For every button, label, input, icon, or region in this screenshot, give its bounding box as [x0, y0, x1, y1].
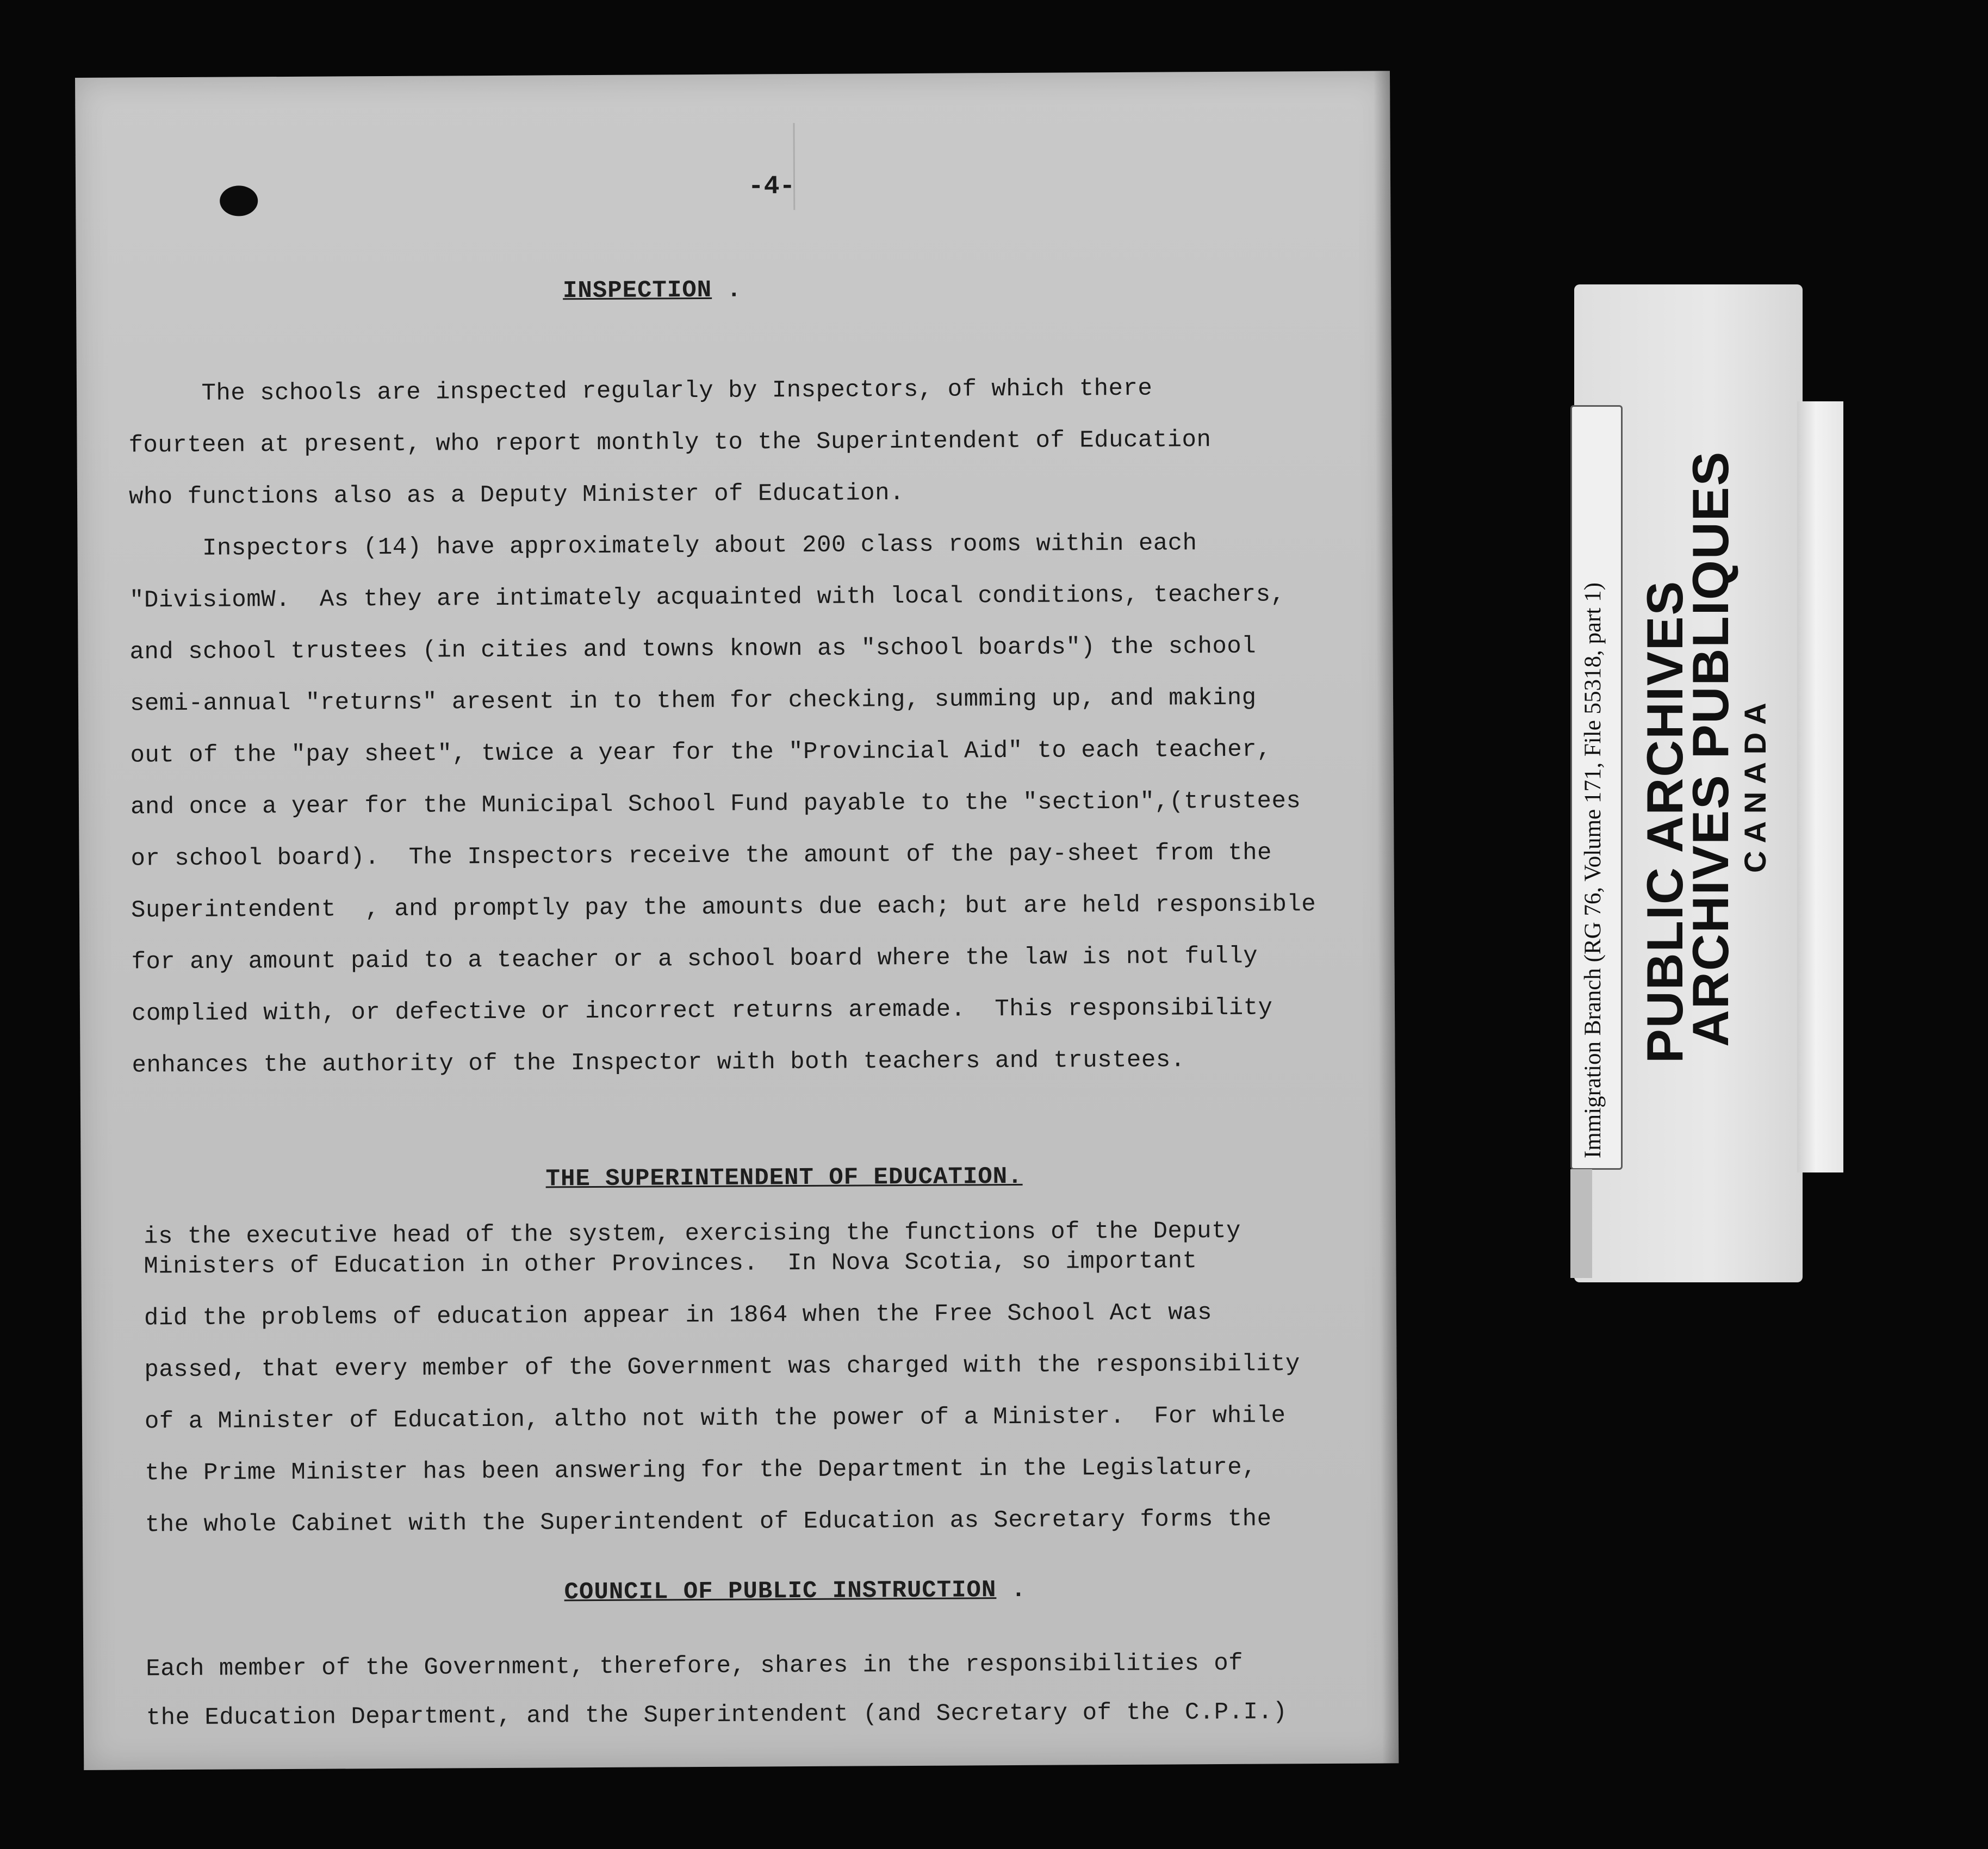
- text-line: and once a year for the Municipal School Fund payable to the "section",(trustees: [130, 787, 1301, 821]
- text-line: who functions also as a Deputy Minister of Education.: [128, 480, 905, 511]
- section-heading-superintendent: THE SUPERINTENDENT OF EDUCATION.: [545, 1163, 1023, 1193]
- punch-hole: [220, 185, 258, 216]
- text-line: Ministers of Education in other Provinces. In Nova Scotia, so important: [144, 1248, 1197, 1281]
- text-line: fourteen at present, who report monthly to the Superintendent of Education: [128, 426, 1212, 460]
- section-heading-council: COUNCIL OF PUBLIC INSTRUCTION .: [564, 1576, 1027, 1606]
- page-number: -4-: [748, 172, 796, 202]
- text-line: and school trustees (in cities and towns known as "school boards") the school: [129, 632, 1257, 666]
- text-line: complied with, or defective or incorrect returns aremade. This responsibility: [131, 994, 1273, 1028]
- archive-label-line-1: PUBLIC ARCHIVES: [1636, 580, 1693, 1063]
- archive-label-tab: [1797, 401, 1843, 1172]
- text-line: of a Minister of Education, altho not with the power of a Minister. For while: [144, 1402, 1286, 1436]
- text-line: Superintendent , and promptly pay the amounts due each; but are held responsible: [131, 891, 1316, 924]
- text-line: out of the "pay sheet", twice a year for the "Provincial Aid" to each teacher,: [130, 736, 1272, 770]
- text-line: Inspectors (14) have approximately about 200 class rooms within each: [129, 530, 1197, 563]
- document-page: [75, 71, 1399, 1770]
- text-line: Each member of the Government, therefore, shares in the responsibilities of: [146, 1649, 1244, 1683]
- torn-label-corner: [1570, 1169, 1592, 1278]
- text-line: for any amount paid to a teacher or a school board where the law is not fully: [131, 942, 1258, 976]
- text-line: The schools are inspected regularly by Inspectors, of which there: [128, 375, 1153, 408]
- archive-reference: Immigration Branch (RG 76, Volume 171, File 55318, part 1): [1580, 582, 1606, 1158]
- text-line: passed, that every member of the Government was charged with the responsibility: [144, 1350, 1300, 1384]
- text-line: the Education Department, and the Superintendent (and Secretary of the C.P.I.): [146, 1698, 1288, 1732]
- text-line: semi-annual "returns" aresent in to them for checking, summing up, and making: [129, 684, 1257, 718]
- text-line: the whole Cabinet with the Superintendent of Education as Secretary forms the: [145, 1505, 1272, 1539]
- archive-label-line-2: ARCHIVES PUBLIQUES: [1682, 450, 1739, 1047]
- text-line: "DivisiomW. As they are intimately acquainted with local conditions, teachers,: [129, 581, 1285, 615]
- text-line: enhances the authority of the Inspector with both teachers and trustees.: [132, 1046, 1185, 1079]
- text-line: did the problems of education appear in 1864 when the Free School Act was: [144, 1299, 1213, 1332]
- page-edge-shadow: [1374, 71, 1399, 1763]
- text-line: the Prime Minister has been answering for the Department in the Legislature,: [145, 1454, 1257, 1487]
- archive-label-line-3: CANADA: [1738, 695, 1772, 873]
- text-line: is the executive head of the system, exercising the functions of the Deputy: [144, 1217, 1241, 1251]
- text-line: or school board). The Inspectors receive the amount of the pay-sheet from the: [131, 839, 1272, 873]
- section-heading-inspection: INSPECTION .: [562, 276, 742, 305]
